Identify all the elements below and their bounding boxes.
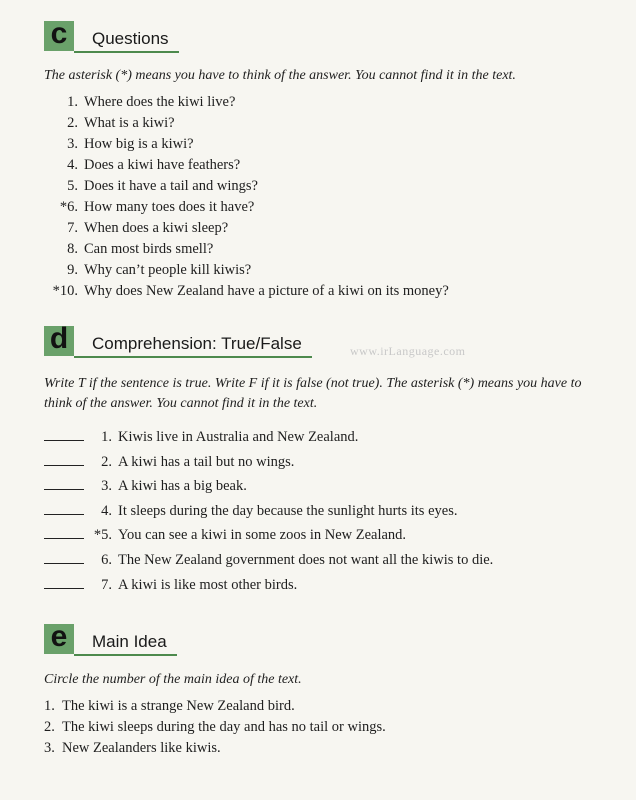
item-text: Why does New Zealand have a picture of a kiwi on its money? [84, 283, 449, 299]
answer-blank[interactable] [44, 575, 84, 589]
true-false-list [44, 425, 624, 597]
section-d-title: Comprehension: True/False [74, 333, 312, 358]
item-number: *5. [93, 527, 112, 544]
section-e-instructions: Circle the number of the main idea of the text. [44, 672, 302, 687]
list-item [44, 548, 624, 573]
item-text: It sleeps during the day because the sunlight hurts its eyes. [118, 502, 458, 519]
list-item [44, 176, 624, 197]
answer-blank[interactable] [44, 550, 84, 564]
item-number: 4. [101, 502, 112, 519]
item-text: The kiwi is a strange New Zealand bird. [62, 698, 295, 714]
item-text: New Zealanders like kiwis. [62, 740, 221, 756]
item-text: Does a kiwi have feathers? [84, 157, 241, 173]
list-item [44, 474, 624, 499]
list-item [44, 499, 624, 524]
answer-blank[interactable] [44, 427, 84, 441]
answer-blank[interactable] [44, 476, 84, 490]
list-item [44, 92, 624, 113]
item-number: 4. [67, 157, 78, 173]
list-item [44, 239, 624, 260]
item-number[interactable]: 3. [44, 740, 55, 756]
answer-blank[interactable] [44, 525, 84, 539]
section-c-instructions: The asterisk (*) means you have to think of the answer. You cannot find it in the text. [44, 68, 516, 83]
list-item [44, 281, 624, 302]
section-d-badge: d [44, 326, 74, 356]
section-c-badge: c [44, 21, 74, 51]
item-text: The New Zealand government does not want all the kiwis to die. [118, 551, 494, 568]
item-text: Where does the kiwi live? [84, 94, 236, 110]
item-text: A kiwi has a tail but no wings. [118, 453, 295, 470]
list-item [44, 155, 624, 176]
section-d-instructions: Write T if the sentence is true. Write F if it is false (not true). The asterisk (*) means you have to think of the answer. You cannot find it in the text. [44, 376, 582, 411]
item-number[interactable]: 1. [44, 698, 55, 714]
list-item [44, 450, 624, 475]
list-item [44, 696, 624, 717]
list-item [44, 260, 624, 281]
section-e-header [44, 620, 177, 654]
list-item [44, 738, 624, 759]
list-item [44, 717, 624, 738]
item-text: You can see a kiwi in some zoos in New Zealand. [118, 527, 407, 544]
item-text: A kiwi has a big beak. [118, 478, 247, 495]
item-text: When does a kiwi sleep? [84, 220, 229, 236]
list-item [44, 197, 624, 218]
item-number: 3. [67, 136, 78, 152]
item-text: Why can’t people kill kiwis? [84, 262, 252, 278]
section-c-title: Questions [74, 28, 179, 53]
item-number: 8. [67, 241, 78, 257]
answer-blank[interactable] [44, 452, 84, 466]
item-number: *6. [59, 199, 78, 215]
section-e-badge: e [44, 624, 74, 654]
list-item [44, 134, 624, 155]
item-number: *10. [52, 283, 78, 299]
item-number: 1. [101, 429, 112, 445]
item-number: 7. [101, 576, 112, 593]
watermark: www.irLanguage.com [350, 344, 466, 358]
item-number: 2. [101, 453, 112, 470]
item-text: Kiwis live in Australia and New Zealand. [118, 429, 359, 445]
list-item [44, 425, 624, 450]
item-number: 3. [101, 478, 112, 495]
item-text: A kiwi is like most other birds. [118, 576, 298, 593]
item-number: 2. [67, 115, 78, 131]
item-text: What is a kiwi? [84, 115, 175, 131]
item-number: 1. [67, 94, 78, 110]
section-d-header [44, 322, 312, 356]
list-item [44, 523, 624, 548]
item-number: 6. [101, 551, 112, 568]
item-text: Does it have a tail and wings? [84, 178, 258, 194]
item-text: Can most birds smell? [84, 241, 214, 257]
section-c-header [44, 17, 179, 51]
list-item [44, 218, 624, 239]
questions-list [44, 92, 624, 302]
list-item [44, 113, 624, 134]
item-text: How many toes does it have? [84, 199, 255, 215]
main-idea-list [44, 696, 624, 759]
item-number: 9. [67, 262, 78, 278]
item-text: The kiwi sleeps during the day and has no tail or wings. [62, 719, 386, 735]
list-item [44, 573, 624, 598]
item-number: 5. [67, 178, 78, 194]
item-text: How big is a kiwi? [84, 136, 194, 152]
item-number[interactable]: 2. [44, 719, 55, 735]
answer-blank[interactable] [44, 501, 84, 515]
section-e-title: Main Idea [74, 631, 177, 656]
item-number: 7. [67, 220, 78, 236]
